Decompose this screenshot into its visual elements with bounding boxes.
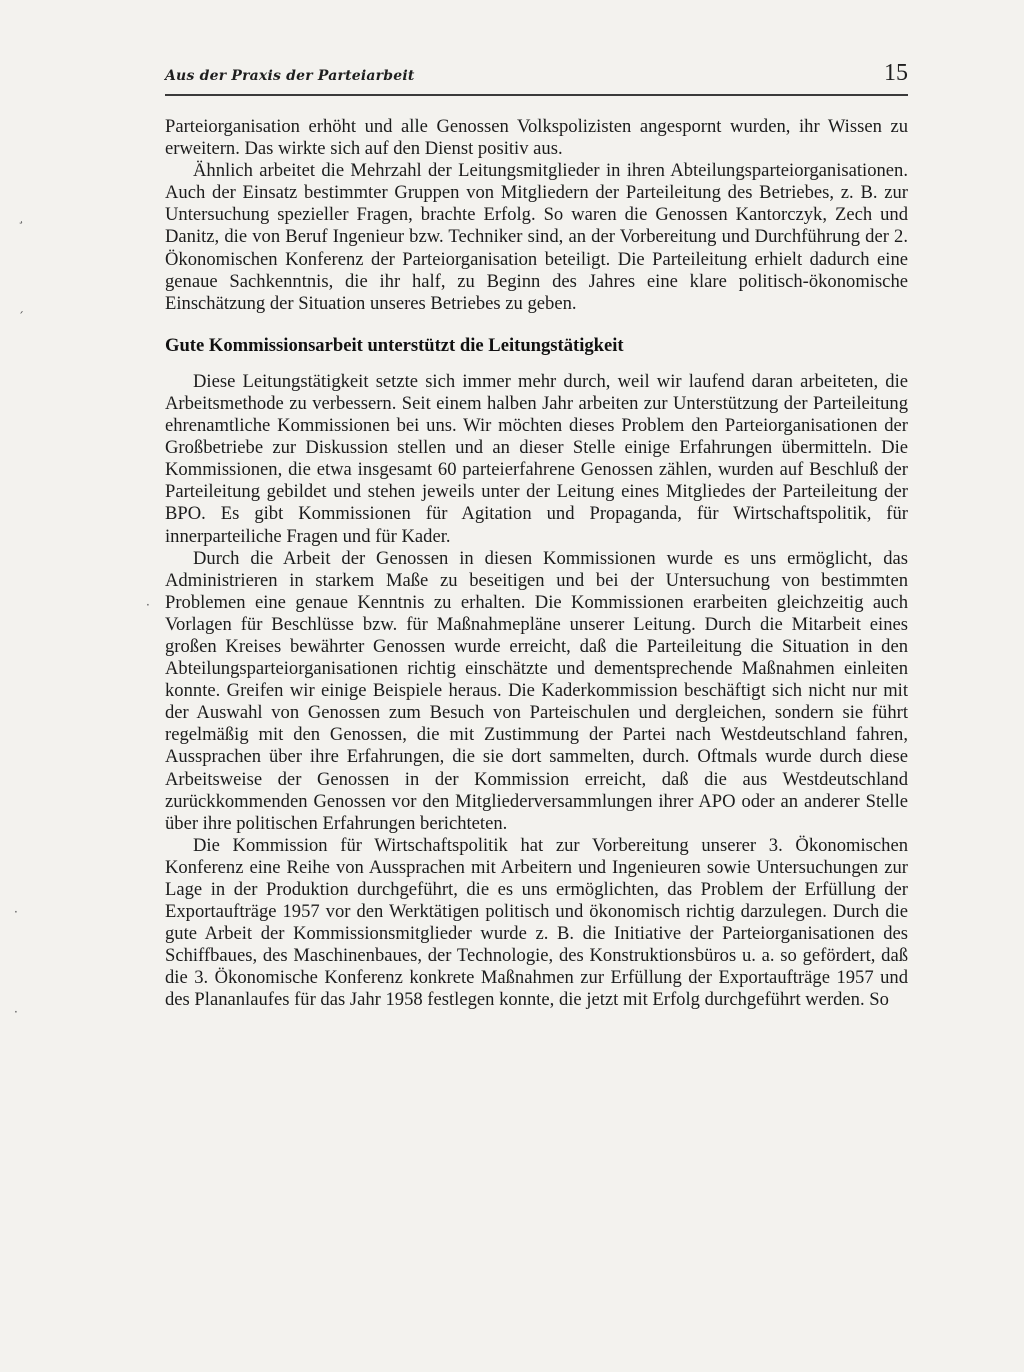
section-heading: Gute Kommissionsarbeit unterstützt die Leitungstätigkeit (165, 334, 624, 356)
running-head: Aus der Praxis der Parteiarbeit (165, 68, 415, 84)
margin-mark: · (14, 905, 18, 919)
margin-mark: ´ (18, 310, 24, 324)
paragraph-3: Diese Leitungstätigkeit setzte sich immer mehr durch, weil wir laufend daran arbeiteten, die Arbeitsmethode zu verbessern. Seit einem halben Jahr arbeiten zur Unterstützung der Parteileitung ehrenamtliche Kommissionen bei uns. Wir möchten dieses Problem den Parteiorganisationen der Großbetriebe zur Diskussion stellen und an dieser Stelle einige Erfahrungen übermitteln. Die Kommissionen, die etwa insgesamt 60 parteierfahrene Genossen zählen, wurden auf Beschluß der Parteileitung gebildet und stehen jeweils unter der Leitung eines Mitgliedes der Parteileitung der BPO. Es gibt Kommissionen für Agitation und Propaganda, für Wirtschaftspolitik, für innerparteiliche Fragen und für Kader. (165, 370, 908, 547)
page-number: 15 (884, 60, 908, 86)
paragraph-4: Durch die Arbeit der Genossen in diesen Kommissionen wurde es uns ermöglicht, das Administrieren in starkem Maße zu beseitigen und bei der Untersuchung von bestimmten Problemen eine genaue Kenntnis zu erhalten. Die Kommissionen erarbeiten gleichzeitig auch Vorlagen für Beschlüsse bzw. für Maßnahmepläne unserer Leitung. Durch die Mitarbeit eines großen Kreises bewährter Genossen wurde erreicht, daß die Parteileitung die Situation in den Abteilungsparteiorganisationen richtig einschätzte und dementsprechende Maßnahmen einleiten konnte. Greifen wir einige Beispiele heraus. Die Kaderkommission beschäftigt sich nicht nur mit der Auswahl von Genossen zum Besuch von Parteischulen und dergleichen, sondern sie führt regelmäßig mit den Genossen, die mit Zustimmung der Partei nach Westdeutschland fahren, Aussprachen über ihre Erfahrungen, die sie dort sammelten, durch. Oftmals wurde durch diese Arbeitsweise der Genossen in der Kommission erreicht, daß die aus Westdeutschland zurückkommenden Genossen vor den Mitgliederversammlungen ihrer APO oder an anderer Stelle über ihre politischen Erfahrungen berichteten. (165, 547, 908, 834)
margin-mark: · (146, 598, 150, 612)
paragraph-5: Die Kommission für Wirtschaftspolitik hat zur Vorbereitung unserer 3. Ökonomischen Konferenz eine Reihe von Aussprachen mit Arbeitern und Ingenieuren sowie Untersuchungen zur Lage in der Produktion durchgeführt, die es uns ermöglichten, das Problem der Erfüllung der Exportaufträge 1957 vor den Werktätigen politisch und ökonomisch richtig darzulegen. Durch die gute Arbeit der Kommissionsmitglieder wurde z. B. die Initiative der Parteiorganisationen des Schiffbaues, des Maschinenbaues, der Technologie, des Konstruktionsbüros u. a. so gefördert, daß die 3. Ökonomische Konferenz konkrete Maßnahmen zur Erfüllung der Exportaufträge 1957 und des Plananlaufes für das Jahr 1958 festlegen konnte, die jetzt mit Erfolg durchgeführt werden. So (165, 834, 908, 1011)
paragraph-2: Ähnlich arbeitet die Mehrzahl der Leitungsmitglieder in ihren Abteilungsparteiorganisationen. Auch der Einsatz bestimmter Gruppen von Mitgliedern der Parteileitung des Betriebes, z. B. zur Untersuchung spezieller Fragen, brachte Erfolg. So waren die Genossen Kantorczyk, Zech und Danitz, die von Beruf Ingenieur bzw. Techniker sind, an der Vorbereitung und Durchführung der 2. Ökonomischen Konferenz der Parteiorganisation beteiligt. Die Parteileitung erhielt dadurch eine genaue Sachkenntnis, die ihr half, zu Beginn des Jahres eine klare politisch-ökonomische Einschätzung der Situation unseres Betriebes zu geben. (165, 160, 908, 314)
margin-mark: ¸ (18, 210, 24, 224)
body-text (165, 116, 908, 1012)
paragraph-1: Parteiorganisation erhöht und alle Genossen Volkspolizisten angespornt wurden, ihr Wissen zu erweitern. Das wirkte sich auf den Dienst positiv aus. (165, 116, 908, 160)
page-header (165, 60, 908, 96)
margin-mark: · (14, 1005, 18, 1019)
